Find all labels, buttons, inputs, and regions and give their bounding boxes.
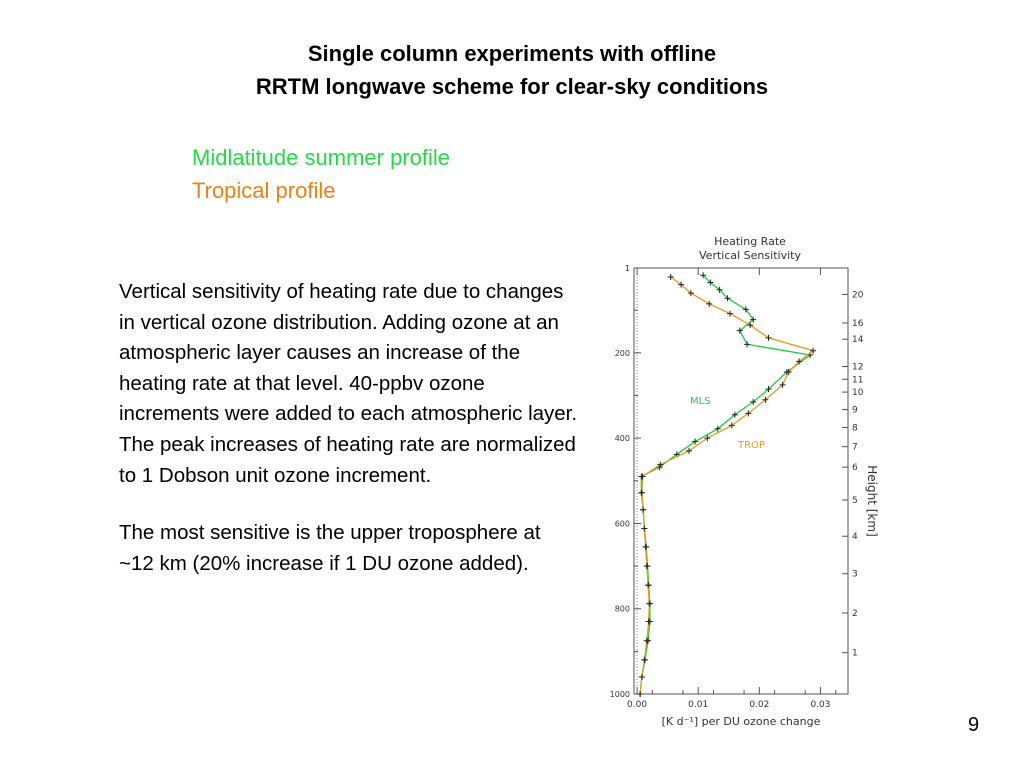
pressure-tick-label: 800 xyxy=(614,604,630,614)
legend-trop-text: Tropical profile xyxy=(192,178,336,203)
series-line-mls xyxy=(640,275,810,694)
data-point-trop xyxy=(645,582,651,588)
data-point-trop xyxy=(639,674,645,680)
data-point-trop xyxy=(640,507,646,513)
height-tick-label: 6 xyxy=(852,463,858,474)
x-tick-label: 0.03 xyxy=(810,700,831,710)
data-point-trop xyxy=(646,601,652,607)
height-tick-label: 7 xyxy=(852,442,858,453)
legend-mls-text: Midlatitude summer profile xyxy=(192,145,450,170)
chart-title-line: Vertical Sensitivity xyxy=(699,249,801,262)
height-tick-label: 2 xyxy=(852,608,858,619)
chart-title-line: Heating Rate xyxy=(714,235,786,248)
height-axis-label: Height [km] xyxy=(865,465,879,537)
data-point-trop xyxy=(727,311,733,317)
series-label-mls: MLS xyxy=(690,396,711,407)
pressure-tick-label: 200 xyxy=(614,348,630,358)
slide-title xyxy=(0,37,1024,103)
data-point-trop xyxy=(641,657,647,663)
data-point-trop xyxy=(639,490,645,496)
series-label-trop: TROP xyxy=(738,440,765,451)
x-tick-label: 0.00 xyxy=(627,700,648,710)
height-tick-label: 9 xyxy=(852,405,858,416)
height-tick-label: 10 xyxy=(852,388,864,399)
data-point-trop xyxy=(706,301,712,307)
data-point-trop xyxy=(643,544,649,550)
height-tick-label: 11 xyxy=(852,375,864,386)
height-tick-label: 5 xyxy=(852,495,858,506)
x-tick-label: 0.02 xyxy=(749,700,770,710)
pressure-tick-label: 1000 xyxy=(609,690,630,699)
height-tick-label: 14 xyxy=(852,335,864,346)
data-point-trop xyxy=(646,619,652,625)
body-paragraph-2: The most sensitive is the upper troposphere at ~12 km (20% increase if 1 DU ozone added). xyxy=(119,521,541,575)
x-axis-label: [K d⁻¹] per DU ozone change xyxy=(661,715,821,728)
data-point-trop xyxy=(644,563,650,569)
height-tick-label: 1 xyxy=(852,648,858,659)
pressure-tick-label: 1 xyxy=(624,264,630,273)
data-point-trop xyxy=(637,691,643,697)
pressure-tick-label: 600 xyxy=(614,519,630,529)
heating-rate-chart xyxy=(596,228,896,748)
series-line-trop xyxy=(640,277,813,694)
title-line-1: Single column experiments with offline xyxy=(307,41,717,66)
page-number: 9 xyxy=(968,714,980,736)
data-point-trop xyxy=(641,526,647,532)
height-tick-label: 20 xyxy=(852,290,864,301)
title-line-2: RRTM longwave scheme for clear-sky conditions xyxy=(255,74,769,99)
height-tick-label: 3 xyxy=(852,569,858,580)
height-tick-label: 16 xyxy=(852,319,864,330)
data-point-mls xyxy=(744,341,750,347)
height-tick-label: 4 xyxy=(852,532,858,543)
body-paragraph-1: Vertical sensitivity of heating rate due to changes in vertical ozone distribution. Adding ozone at an atmospheric layer causes an increase of the heating rate at that level. 40-ppbv ozone increments were added to each atmospheric layer. The peak increases of heating rate are normalized to 1 Dobson unit ozone increment. xyxy=(119,280,578,487)
x-tick-label: 0.01 xyxy=(688,700,709,710)
pressure-tick-label: 400 xyxy=(614,434,630,444)
height-tick-label: 12 xyxy=(852,362,864,373)
body-text xyxy=(119,277,579,606)
height-tick-label: 8 xyxy=(852,423,858,434)
